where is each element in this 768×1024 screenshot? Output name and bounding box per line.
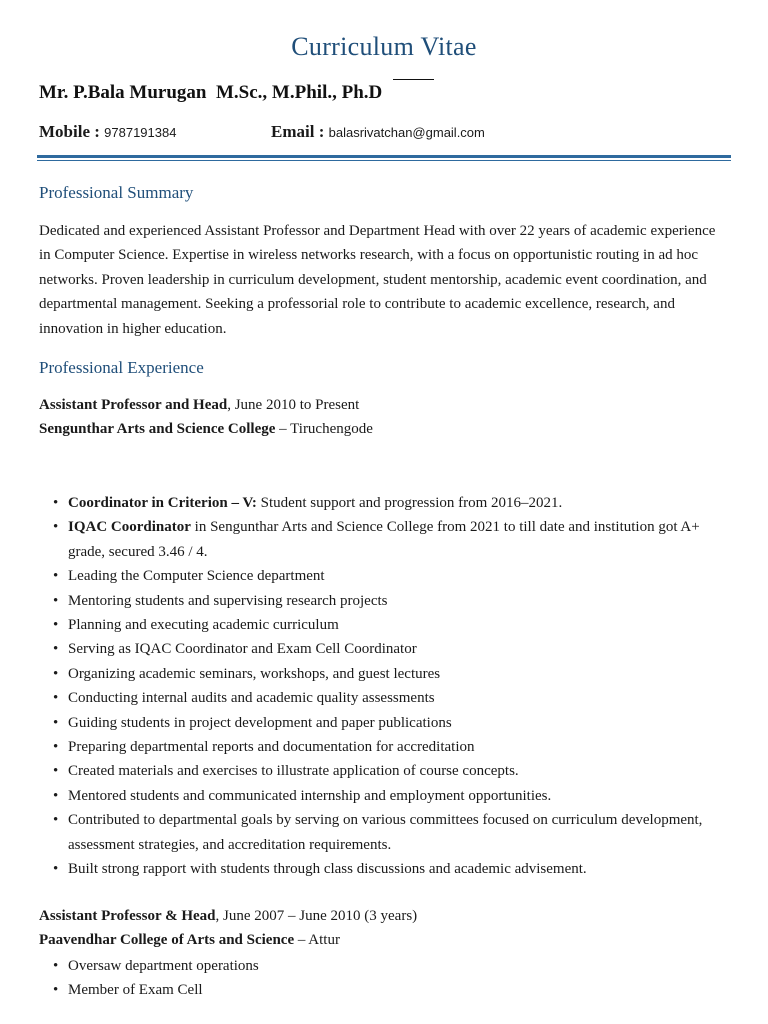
mobile-label: Mobile : [39,122,100,141]
list-item: • Member of Exam Cell [39,978,739,1002]
job1-duties-list [39,491,739,882]
list-item: • Leading the Computer Science department [39,564,739,588]
summary-heading: Professional Summary [39,183,194,202]
job2-period: , June 2007 – June 2010 (3 years) [215,908,418,924]
job2-org-line [39,932,340,949]
header-divider-thick [37,155,731,158]
name-overline-decoration [393,79,434,80]
list-item: • Oversaw department operations [39,954,739,978]
document-title: Curriculum Vitae [291,32,477,61]
job2-role-line [39,908,417,925]
email-label: Email : [271,122,325,141]
job1-period: , June 2010 to Present [227,397,360,413]
job2-location: – Attur [294,932,340,948]
email-line [271,122,485,142]
list-item: • IQAC Coordinator in Sengunthar Arts and Science College from 2021 to till date and institution got A+ grade, secured 3.46 / 4. [39,515,739,564]
list-item: • Coordinator in Criterion – V: Student support and progression from 2016–2021. [39,491,739,515]
list-item: • Created materials and exercises to illustrate application of course concepts. [39,759,739,783]
job2-duties-list [39,954,739,1003]
list-item: • Mentoring students and supervising research projects [39,589,739,613]
job1-location: – Tiruchengode [275,421,373,437]
experience-heading: Professional Experience [39,358,204,377]
job1-org-line [39,421,373,438]
list-item: • Planning and executing academic curriculum [39,613,739,637]
mobile-value: 9787191384 [104,125,177,140]
list-item: • Guiding students in project development and paper publications [39,711,739,735]
job1-org: Sengunthar Arts and Science College [39,421,276,437]
job2-org: Paavendhar College of Arts and Science [39,932,295,948]
list-item: • Conducting internal audits and academic quality assessments [39,686,739,710]
email-value: balasrivatchan@gmail.com [328,125,485,140]
mobile-line [39,122,176,142]
job1-role-line [39,397,359,414]
list-item: • Built strong rapport with students through class discussions and academic advisement. [39,857,739,881]
candidate-name: Mr. P.Bala Murugan M.Sc., M.Phil., Ph.D [39,82,383,103]
list-item: • Serving as IQAC Coordinator and Exam Cell Coordinator [39,637,739,661]
job2-role: Assistant Professor & Head [39,908,216,924]
list-item: • Preparing departmental reports and documentation for accreditation [39,735,739,759]
list-item: • Contributed to departmental goals by serving on various committees focused on curriculum development, assessment strategies, and accreditation requirements. [39,808,739,857]
summary-paragraph: Dedicated and experienced Assistant Professor and Department Head with over 22 years of academic experience in Computer Science. Expertise in wireless networks research, with a focus on opportunistic routing in ad hoc networks. Proven leadership in curriculum development, student mentorship, academic event coordination, and departmental management. Seeking a professorial role to contribute to academic excellence, research, and innovation in higher education. [39,223,716,337]
list-item: • Organizing academic seminars, workshops, and guest lectures [39,662,739,686]
header-divider-thin [37,160,731,161]
list-item: • Mentored students and communicated internship and employment opportunities. [39,784,739,808]
job1-role: Assistant Professor and Head [39,397,228,413]
